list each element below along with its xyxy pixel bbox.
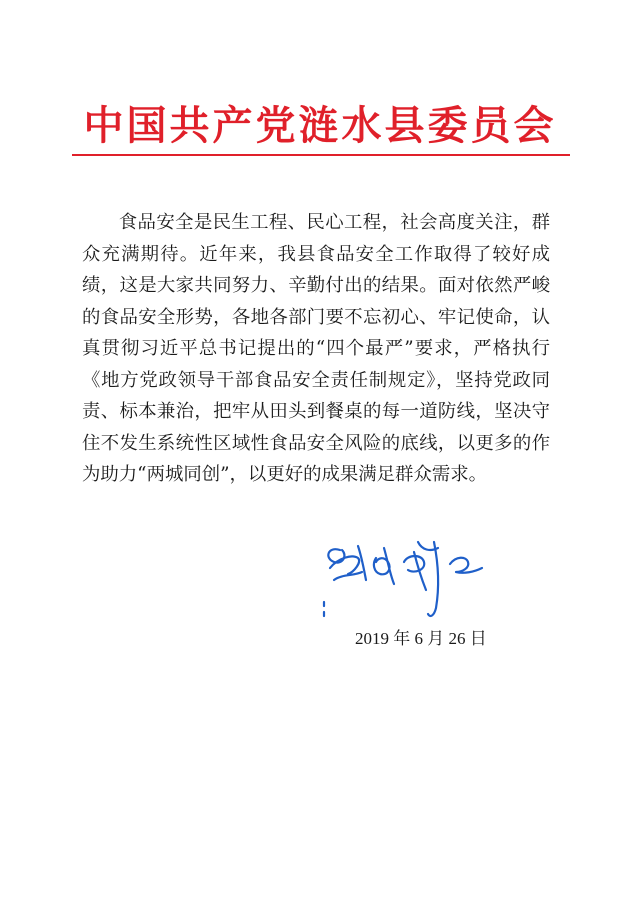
body-paragraph: 食品安全是民生工程、民心工程，社会高度关注，群众充满期待。近年来，我县食品安全工作取得了较好成绩，这是大家共同努力、辛勤付出的结果。面对依然严峻的食品安全形势，各地各部门要不忘初心、牢记使命，认真贯彻习近平总书记提出的“四个最严”要求，严格执行《地方党政领导干部食品安全责任制规定》，坚持党政同责、标本兼治，把牢从田头到餐桌的每一道防线，坚决守住不发生系统性区域性食品安全风险的底线，以更多的作为助力“两城同创”，以更好的成果满足群众需求。 bbox=[82, 212, 550, 485]
signature-strokes bbox=[324, 542, 482, 616]
letterhead-rule bbox=[72, 154, 570, 156]
letterhead-title: 中国共产党涟水县委员会 bbox=[83, 102, 557, 149]
handwritten-signature bbox=[318, 528, 518, 628]
document-date: 2019 年 6 月 26 日 bbox=[355, 629, 487, 648]
